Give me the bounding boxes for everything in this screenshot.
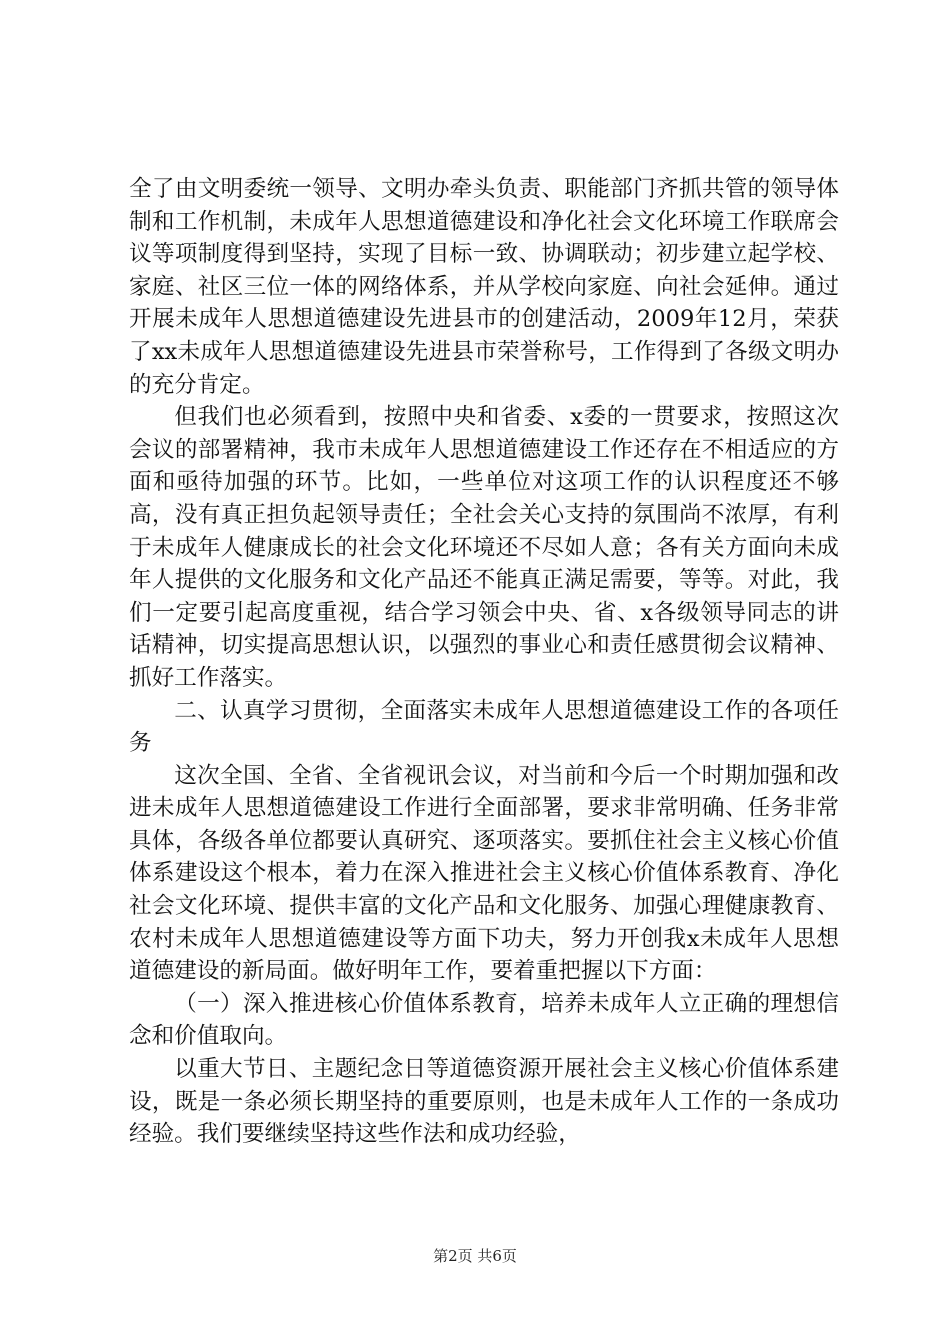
- subsection-heading-1: （一）深入推进核心价值体系教育，培养未成年人立正确的理想信念和价值取向。: [129, 990, 839, 1050]
- paragraph-continuation: 全了由文明委统一领导、文明办牵头负责、职能部门齐抓共管的领导体制和工作机制，未成年人思想道德建设和净化社会文化环境工作联席会议等项制度得到坚持，实现了目标一致、协调联动；初步建立起学校、家庭、社区三位一体的网络体系，并从学校向家庭、向社会延伸。通过开展未成年人思想道德建设先进县市的创建活动，2009年12月，荣获了xx未成年人思想道德建设先进县市荣誉称号，工作得到了各级文明办的充分肯定。: [129, 176, 839, 398]
- page-footer: 第2页 共6页: [433, 1247, 517, 1265]
- section-heading-2: 二、认真学习贯彻，全面落实未成年人思想道德建设工作的各项任务: [129, 697, 839, 757]
- paragraph-tasks: 这次全国、全省、全省视讯会议，对当前和今后一个时期加强和改进未成年人思想道德建设工作进行全面部署，要求非常明确、任务非常具体，各级各单位都要认真研究、逐项落实。要抓住社会主义核心价值体系建设这个根本，着力在深入推进社会主义核心价值体系教育、净化社会文化环境、提供丰富的文化产品和文化服务、加强心理健康教育、农村未成年人思想道德建设等方面下功夫，努力开创我x未成年人思想道德建设的新局面。做好明年工作，要着重把握以下方面：: [129, 762, 839, 985]
- paragraph-shortcomings: 但我们也必须看到，按照中央和省委、x委的一贯要求，按照这次会议的部署精神，我市未成年人思想道德建设工作还存在不相适应的方面和亟待加强的环节。比如，一些单位对这项工作的认识程度还不够高，没有真正担负起领导责任；全社会关心支持的氛围尚不浓厚，有利于未成年人健康成长的社会文化环境还不尽如人意；各有关方面向未成年人提供的文化服务和文化产品还不能真正满足需要，等等。对此，我们一定要引起高度重视，结合学习领会中央、省、x各级领导同志的讲话精神，切实提高思想认识，以强烈的事业心和责任感贯彻会议精神、抓好工作落实。: [129, 404, 839, 691]
- paragraph-core-values: 以重大节日、主题纪念日等道德资源开展社会主义核心价值体系建设，既是一条必须长期坚持的重要原则，也是未成年人工作的一条成功经验。我们要继续坚持这些作法和成功经验，: [129, 1056, 839, 1148]
- document-body: [129, 173, 839, 1151]
